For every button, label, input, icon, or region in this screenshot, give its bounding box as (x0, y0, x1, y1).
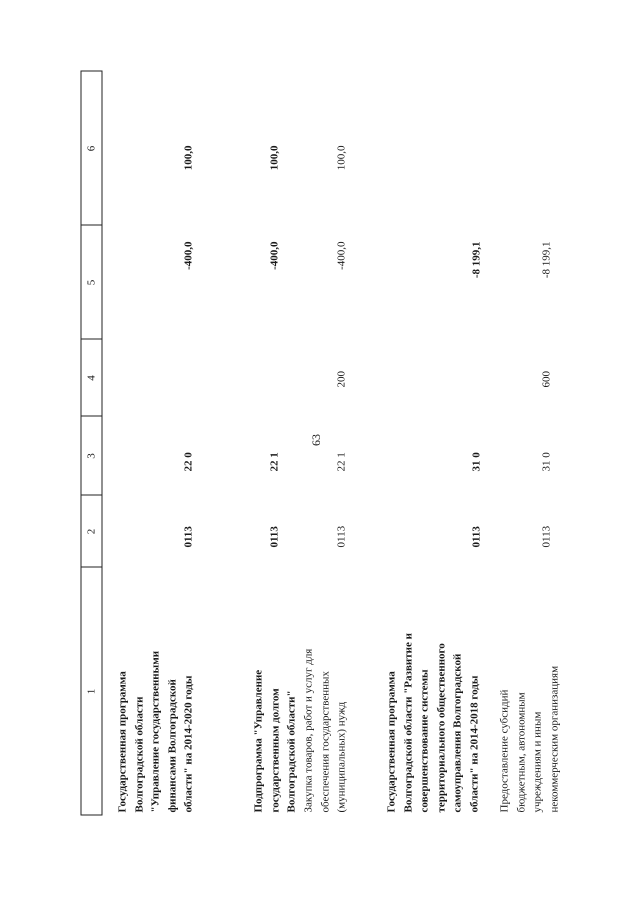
table-cell-col2: 0113 (268, 526, 281, 548)
row-name-line: Волгоградской области (133, 696, 145, 813)
column-header: 5 (85, 279, 98, 286)
column-header: 3 (85, 453, 98, 459)
header-bottom-border (102, 71, 103, 816)
table-cell-col3: 31 0 (540, 452, 553, 472)
row-name-line: Подпрограмма "Управление (252, 669, 265, 813)
row-name-line: области" на 2014-2018 годы (468, 675, 480, 813)
table-row-name (115, 651, 198, 813)
table-cell-col6: 100,0 (268, 145, 281, 171)
table-cell-col5: -8 199,1 (540, 241, 553, 279)
table-cell-col5: -8 199,1 (470, 241, 483, 279)
table-cell-col2: 0113 (182, 526, 195, 548)
row-name-line: совершенствование системы (418, 669, 431, 813)
table-cell-col5: -400,0 (335, 241, 348, 270)
table-cell-col2: 0113 (335, 525, 348, 548)
column-header: 4 (85, 375, 98, 381)
row-name-line: финансами Волгоградской (166, 679, 178, 813)
table-cell-col3: 22 1 (335, 452, 348, 472)
column-header: 2 (85, 528, 98, 535)
table-cell-col6: 100,0 (182, 145, 195, 171)
row-name-line: бюджетным, автономным (515, 692, 527, 813)
table-row-name (384, 633, 483, 812)
table-cell-col3: 31 0 (470, 452, 483, 472)
table-row-name (301, 649, 351, 813)
table-cell-col3: 22 1 (268, 452, 281, 472)
row-name-line: государственным долгом (269, 688, 281, 813)
table-cell-col5: -400,0 (268, 241, 281, 270)
budget-table (81, 71, 581, 816)
table-cell-col6: 100,0 (335, 145, 348, 171)
table-row-name (497, 666, 563, 813)
row-name-line: Государственная программа (116, 671, 129, 813)
table-cell-col4: 200 (335, 371, 348, 388)
table-cell-col2: 0113 (540, 525, 553, 548)
column-header: 6 (85, 145, 98, 152)
table-cell-col3: 22 0 (182, 452, 195, 472)
column-header: 1 (85, 688, 98, 695)
table-top-border (81, 71, 82, 816)
row-name-line: Волгоградской области" (285, 690, 298, 813)
row-name-line: Закупка товаров, работ и услуг для (302, 648, 315, 813)
row-name-line: Предоставление субсидий (498, 689, 511, 813)
page-number: 63 (309, 434, 323, 446)
table-cell-col2: 0113 (470, 526, 483, 548)
row-name-line: "Управление государственными (149, 650, 162, 813)
row-name-line: Государственная программа (385, 671, 398, 813)
row-name-line: территориального общественного (435, 643, 447, 813)
table-cell-col5: -400,0 (182, 241, 195, 270)
row-name-line: Волгоградской области "Развитие и (402, 633, 414, 813)
row-name-line: некоммерческим организациям (548, 665, 560, 813)
row-name-line: (муниципальных) нужд (335, 701, 348, 813)
row-name-line: области" на 2014-2020 годы (182, 675, 195, 813)
table-row-name (251, 670, 301, 813)
row-name-line: обеспечения государственных (319, 671, 331, 813)
row-name-line: самоуправления Волгоградской (451, 653, 464, 813)
row-name-line: учреждениям и иным (531, 711, 544, 813)
table-cell-col4: 600 (540, 371, 553, 388)
